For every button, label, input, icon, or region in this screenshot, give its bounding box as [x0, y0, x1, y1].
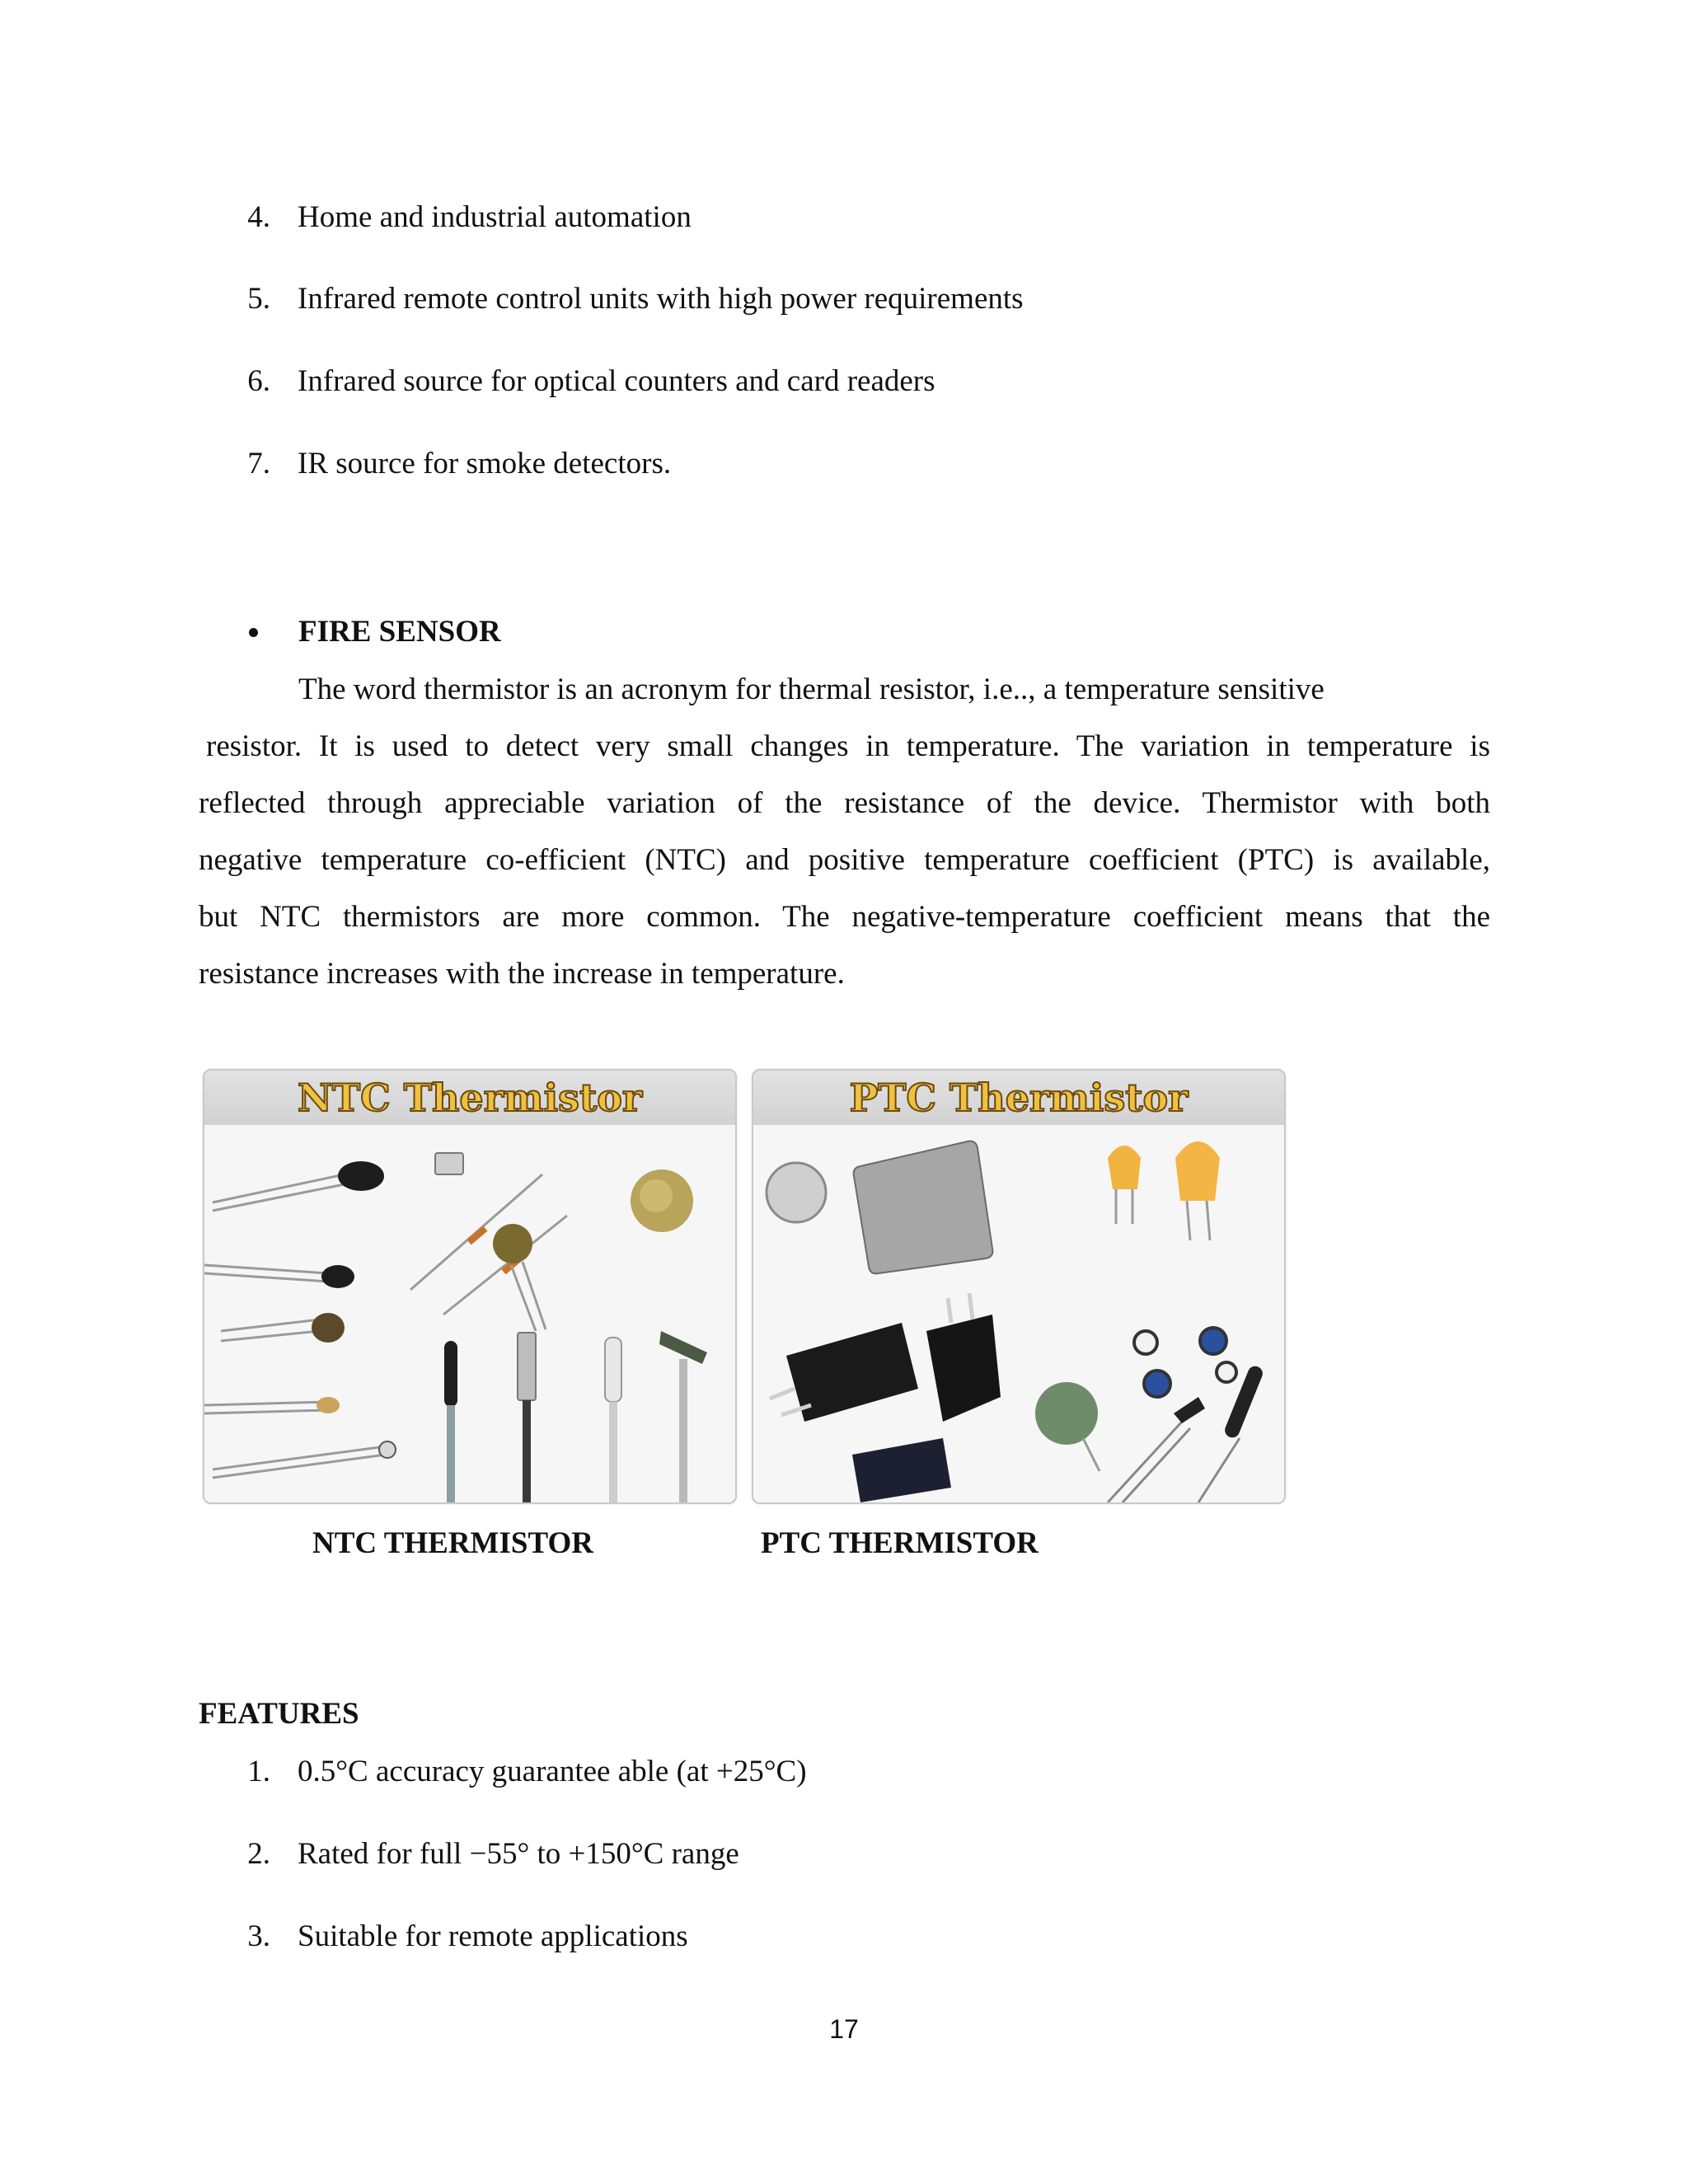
paragraph-line: reflected through appreciable variation of the resistance of the device. Thermistor with both: [199, 786, 1490, 820]
figure-banner: PTC Thermistor: [753, 1071, 1284, 1125]
ptc-thermistor-image: [752, 1069, 1286, 1504]
list-item-text: Suitable for remote applications: [298, 1919, 688, 1953]
figure-banner: NTC Thermistor: [204, 1071, 735, 1125]
list-item-text: Rated for full −55° to +150°C range: [298, 1837, 739, 1871]
paragraph-line: negative temperature co-efficient (NTC) and positive temperature coefficient (PTC) is available,: [199, 843, 1490, 877]
paragraph-line: resistor. It is used to detect very small changes in temperature. The variation in temperature is: [206, 729, 1490, 763]
list-item-text: Home and industrial automation: [298, 200, 692, 234]
list-item-number: 4.: [247, 200, 270, 234]
list-item-text: Infrared source for optical counters and card readers: [298, 364, 935, 398]
ntc-caption: NTC THERMISTOR: [312, 1526, 593, 1560]
list-item-text: IR source for smoke detectors.: [298, 447, 672, 480]
list-item-number: 7.: [247, 447, 270, 480]
paragraph-line: The word thermistor is an acronym for thermal resistor, i.e.., a temperature sensitive: [298, 673, 1325, 706]
list-item-text: Infrared remote control units with high power requirements: [298, 282, 1024, 316]
ntc-components-illustration: [204, 1125, 735, 1502]
section-heading: FIRE SENSOR: [298, 615, 501, 649]
paragraph-line: resistance increases with the increase in temperature.: [199, 957, 845, 991]
list-item-number: 1.: [247, 1755, 270, 1788]
list-item-number: 2.: [247, 1837, 270, 1871]
ptc-components-illustration: [753, 1125, 1284, 1502]
ntc-thermistor-image: [203, 1069, 737, 1504]
features-heading: FEATURES: [199, 1697, 359, 1731]
list-item-number: 5.: [247, 282, 270, 316]
list-item-number: 3.: [247, 1919, 270, 1953]
bullet-dot-icon: [249, 628, 258, 637]
paragraph-line: but NTC thermistors are more common. The negative-temperature coefficient means that the: [199, 900, 1490, 934]
ptc-caption: PTC THERMISTOR: [761, 1526, 1039, 1560]
list-item-number: 6.: [247, 364, 270, 398]
page-number: 17: [829, 2014, 859, 2044]
list-item-text: 0.5°C accuracy guarantee able (at +25°C): [298, 1755, 807, 1788]
